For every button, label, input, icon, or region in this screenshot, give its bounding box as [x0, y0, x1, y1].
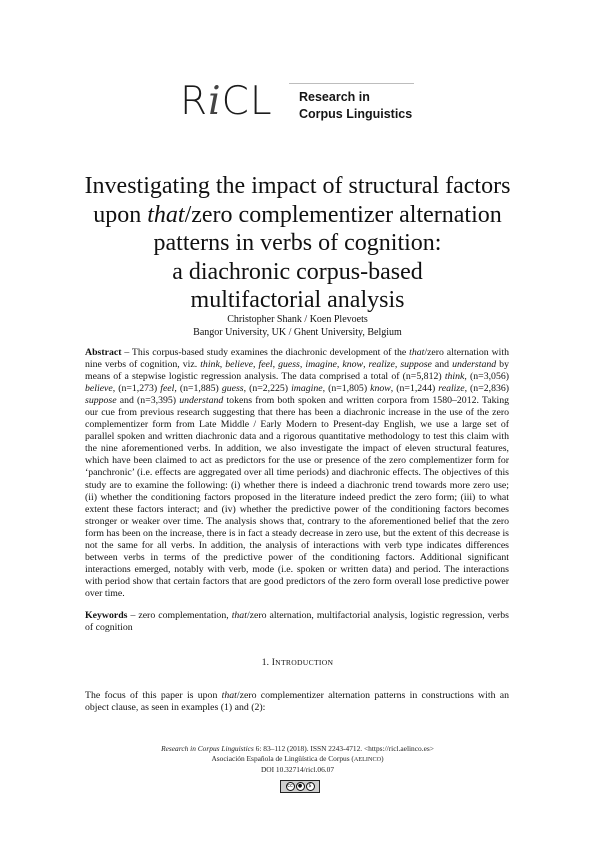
footer-citation: Research in Corpus Linguistics 6: 83–112 (2018). ISSN 2243-4712. <https://ricl.aelinco.es> — [161, 744, 434, 753]
keywords: Keywords – zero complementation, that/zero alternation, multifactorial analysis, logistic regression, verbs of cognition — [85, 610, 509, 634]
paper-title — [60, 172, 535, 315]
title-line-1: Investigating the impact of structural factors — [84, 173, 511, 199]
logo-divider — [289, 83, 414, 84]
logo-line-2: Corpus Linguistics — [299, 107, 413, 121]
logo-line-1: Research in — [299, 90, 370, 104]
keywords-label: Keywords — [85, 610, 128, 621]
title-line-2: upon that/zero complementizer alternation — [93, 201, 502, 228]
logo-wordmark — [299, 89, 412, 123]
journal-logo — [180, 79, 420, 132]
cc-icon: cc — [287, 783, 293, 789]
footer-association: Asociación Española de Lingüística de Corpus (AELINCO) — [211, 754, 384, 764]
title-line-4: a diachronic corpus-based — [172, 258, 423, 285]
by-icon: ● — [296, 782, 305, 791]
page-footer — [0, 744, 595, 776]
section-heading-introduction: 1. INTRODUCTION — [261, 658, 334, 668]
nc-icon: $ — [306, 782, 315, 791]
body-paragraph: The focus of this paper is upon that/zero complementizer alternation patterns in constructions with an object clause, as seen in examples (1) and (2): — [85, 690, 509, 714]
title-line-5: multifactorial analysis — [190, 287, 405, 313]
title-line-3: patterns in verbs of cognition: — [153, 230, 442, 256]
footer-doi: DOI 10.32714/ricl.06.07 — [260, 765, 335, 775]
cc-license-icon — [280, 780, 320, 793]
logo-mark: RiCL — [180, 79, 273, 124]
author-names: Christopher Shank / Koen Plevoets — [227, 314, 368, 325]
author-block — [60, 313, 535, 339]
abstract: Abstract – This corpus-based study examines the diachronic development of the that/zero alternation with nine verbs of cognition, viz. think, believe, feel, guess, imagine, know, realize, suppose and understand by means of a stepwise logistic regression analysis. The data comprised a total of (n=5,812) think, (n=3,056) believe, (n=1,273) feel, (n=1,885) guess, (n=2,225) imagine, (n=1,805) know, (n=1,244) realize, (n=2,836) suppose and (n=3,395) understand tokens from both spoken and written corpora from 1580–2012. Taking our cue from previous research suggesting that there has been a diachronic increase in the use of the zero complementizer form from Late Middle / Early Modern to Present-day English, we use a large set of parallel spoken and written diachronic data and a rigorous quantitative methodology to test this claim with the nine aforementioned verbs. In addition, we also investigate the impact of eleven structural features, which have been claimed to act as predictors for the use or presence of the zero complementizer form for ‘panchronic’ (i.e. effects are aggregated over all time periods) and diachronic effects. The objectives of this study are to examine the following: (i) whether there is indeed a diachronic trend towards more zero use; (ii) whether the conditioning factors proposed in the literature indeed predict the zero form; (iii) to what extent these factors interact; and (iv) whether the predictive power of the conditioning factors becomes stronger or weaker over time. The analysis shows that, contrary to the aforementioned belief that the zero form has been on the increase, there is in fact a steady decrease in zero use, but the extent of this decrease is not the same for all verbs. In addition, the analysis of interactions with verb type indicates differences between verbs in terms of the predictive power of the conditioning factors. Additional significant interactions emerged, notably with verb, mode (i.e. spoken or written data) and period. The interactions with period show that certain factors that are good predictors of the zero form overall lose predictive power over time. — [85, 347, 510, 599]
author-affiliations: Bangor University, UK / Ghent University, Belgium — [193, 327, 402, 338]
abstract-label: Abstract — [85, 347, 122, 358]
